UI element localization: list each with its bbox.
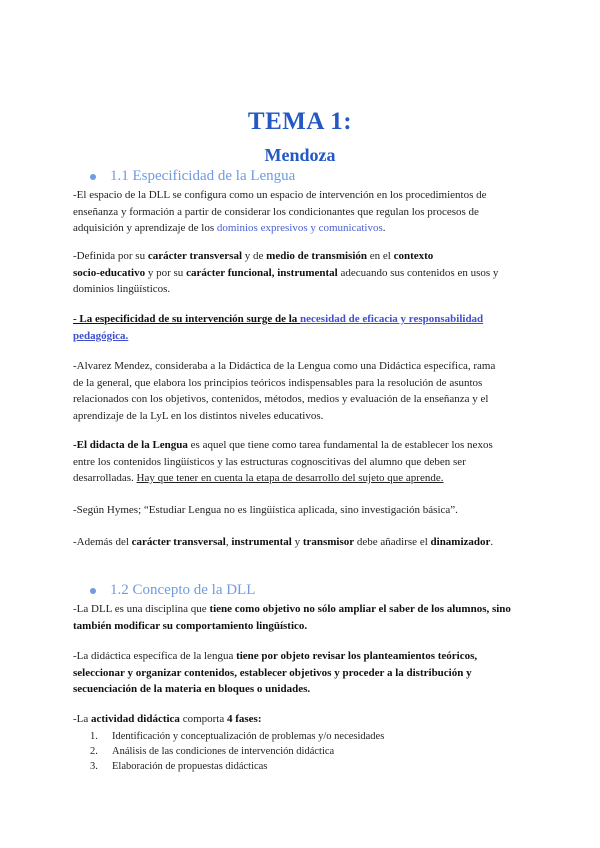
text-span: comporta [179, 713, 227, 725]
bold-span: medio de transmisión [266, 250, 367, 262]
text-line [73, 618, 533, 635]
text-line [73, 601, 533, 618]
bold-span: actividad didáctica [91, 713, 180, 725]
text-line: enseñanza y formación a partir de considerar los condicionantes que regulan los procesos de [73, 205, 479, 218]
text-line: -Alvarez Mendez, consideraba a la Didáctica de la Lengua como una Didáctica específica, rama [73, 360, 496, 372]
text-line [73, 265, 533, 282]
link-necesidad[interactable]: necesidad de eficacia y responsabilidad [300, 313, 484, 325]
text-line: relacionados con los objetivos, contenidos, métodos, medios y evaluación de la enseñanza y el [73, 393, 489, 405]
bold-span: tiene como objetivo no sólo ampliar el saber de los alumnos, sino [209, 603, 511, 615]
text-line [73, 328, 533, 345]
list-text: Identificación y conceptualización de problemas y/o necesidades [112, 731, 385, 742]
link-dominios[interactable]: dominios expresivos y comunicativos [216, 222, 383, 234]
text-line [73, 470, 533, 487]
bold-span: dinamizador [430, 536, 491, 548]
page-subtitle: Mendoza [264, 145, 336, 165]
text-span: -Además del [73, 536, 132, 548]
paragraph-didacta [73, 437, 533, 487]
text-span: adquisición y aprendizaje de los [73, 222, 217, 234]
paragraph-ademas [73, 534, 533, 551]
link-pedagogica[interactable]: pedagógica. [73, 329, 129, 342]
text-span: y [291, 536, 303, 548]
bold-span: transmisor [302, 536, 355, 548]
text-span: . [382, 222, 386, 234]
text-span: es aquel que tiene como tarea fundamental la de establecer los nexos [187, 439, 493, 451]
text-span: y por su [145, 266, 187, 279]
bold-underlined-span: - La especificidad de su intervención surge de la [73, 313, 301, 325]
text-line [73, 648, 533, 665]
bold-span: carácter transversal [147, 250, 243, 262]
bold-span: 4 fases: [226, 713, 262, 725]
text-line [73, 220, 533, 237]
paragraph-definida [73, 248, 533, 298]
text-line: dominios lingüísticos. [73, 283, 171, 295]
underlined-span: Hay que tener en cuenta la etapa de desarrollo del sujeto que aprende. [136, 472, 444, 484]
text-span: debe añadirse el [354, 536, 431, 548]
text-line: aprendizaje de la LyL en los distintos niveles educativos. [73, 409, 324, 422]
paragraph-alvarez-mendez [73, 358, 533, 424]
bold-span: instrumental [231, 536, 292, 548]
text-span: y de [242, 250, 267, 262]
paragraph-dll-disciplina [73, 601, 533, 634]
text-line [73, 248, 533, 265]
list-number: 3. [90, 761, 98, 772]
paragraph-didactica-especifica [73, 648, 533, 698]
text-line: -El espacio de la DLL se configura como un espacio de intervención en los procedimientos de [73, 189, 487, 201]
text-span: -La DLL es una disciplina que [73, 603, 210, 615]
paragraph-especificidad [73, 311, 533, 344]
paragraph-dll-space [73, 187, 533, 237]
text-line [73, 311, 533, 328]
text-span: -La didáctica específica de la lengua [73, 650, 237, 662]
list-item [90, 759, 267, 774]
list-number: 1. [90, 731, 98, 742]
bold-span: socio-educativo [73, 266, 146, 279]
text-span: , [225, 536, 232, 548]
text-line: de la general, que elabora los principios teóricos indispensables para la resolución de asuntos [73, 376, 483, 389]
text-line [73, 534, 533, 551]
bold-span: -El didacta de la Lengua [73, 439, 188, 451]
bold-span: seleccionar y organizar contenidos, establecer objetivos y proceder a la distribución y [73, 666, 472, 679]
list-text: Análisis de las condiciones de intervención didáctica [112, 746, 335, 757]
section-heading-text: 1.2 Concepto de la DLL [110, 582, 256, 598]
paragraph-hymes [73, 502, 533, 519]
section-heading-1-1 [90, 168, 295, 185]
bullet-icon [90, 588, 96, 594]
text-line: -Según Hymes; “Estudiar Lengua no es lingüística aplicada, sino investigación básica”. [73, 504, 458, 516]
section-heading-1-2 [90, 582, 255, 599]
text-line: entre los contenidos lingüísticos y las estructuras cognoscitivas del alumno que deben ser [73, 455, 466, 468]
text-line [73, 665, 533, 682]
section-heading-text: 1.1 Especificidad de la Lengua [110, 168, 296, 184]
list-item [90, 744, 334, 759]
text-span: . [490, 536, 494, 548]
bold-span: contexto [393, 250, 434, 262]
bold-span: secuenciación de la materia en bloques o unidades. [73, 683, 311, 695]
bold-span: tiene por objeto revisar los planteamientos teóricos, [236, 650, 478, 662]
paragraph-actividad [73, 711, 533, 728]
page-title: TEMA 1: [247, 108, 353, 135]
text-span: -Definida por su [73, 250, 148, 262]
list-number: 2. [90, 746, 98, 757]
text-line [73, 681, 533, 698]
text-span: en el [367, 250, 394, 262]
text-line [73, 437, 533, 454]
text-span: adecuando sus contenidos en usos y [337, 266, 499, 279]
list-item [90, 729, 384, 744]
bold-span: carácter funcional, instrumental [186, 266, 338, 279]
text-span: desarrolladas. [73, 472, 137, 484]
bold-span: carácter transversal [131, 536, 226, 548]
list-text: Elaboración de propuestas didácticas [112, 761, 268, 772]
bold-span: también modificar su comportamiento lingüístico. [73, 619, 308, 632]
text-span: -La [73, 713, 92, 725]
text-line [73, 711, 533, 728]
bullet-icon [90, 174, 96, 180]
